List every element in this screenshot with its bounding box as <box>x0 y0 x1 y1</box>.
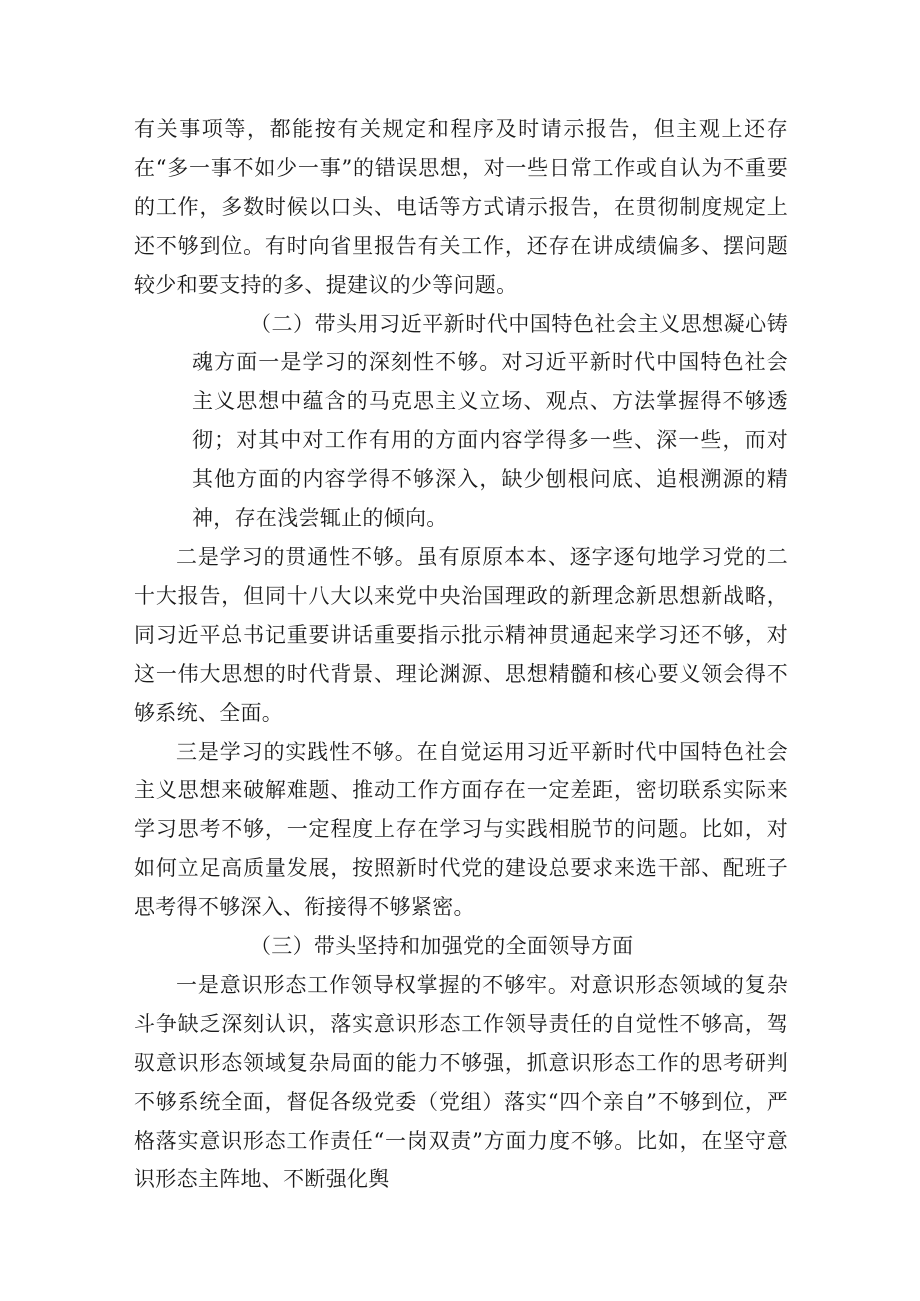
document-body <box>134 110 788 1199</box>
paragraph-point-one-ideology: 一是意识形态工作领导权掌握的不够牢。对意识形态领域的复杂斗争缺乏深刻认识，落实意识形态工作领导责任的自觉性不够高，驾驭意识形态领域复杂局面的能力不够强，抓意识形态工作的思考研判不够系统全面，督促各级党委（党组）落实“四个亲自”不够到位，严格落实意识形态工作责任“一岗双责”方面力度不够。比如，在坚守意识形态主阵地、不断强化舆 <box>134 972 788 1192</box>
paragraph-point-two: 二是学习的贯通性不够。虽有原原本本、逐字逐句地学习党的二十大报告，但同十八大以来党中央治国理政的新理念新思想新战略，同习近平总书记重要讲话重要指示批示精神贯通起来学习还不够，对这一伟大思想的时代背景、理论渊源、思想精髓和核心要义领会得不够系统、全面。 <box>134 544 788 725</box>
paragraph-section-two: （二）带头用习近平新时代中国特色社会主义思想凝心铸魂方面一是学习的深刻性不够。对习近平新时代中国特色社会主义思想中蕴含的马克思主义立场、观点、方法掌握得不够透彻；对其中对工作有用的方面内容学得多一些、深一些，而对其他方面的内容学得不够深入，缺少刨根问底、追根溯源的精神，存在浅尝辄止的倾向。 <box>192 311 788 531</box>
section-heading-three: （三）带头坚持和加强党的全面领导方面 <box>250 934 634 959</box>
paragraph-point-three: 三是学习的实践性不够。在自觉运用习近平新时代中国特色社会主义思想来破解难题、推动工作方面存在一定差距，密切联系实际来学习思考不够，一定程度上存在学习与实践相脱节的问题。比如，对如何立足高质量发展，按照新时代党的建设总要求来选干部、配班子思考得不够深入、衔接得不够紧密。 <box>134 739 788 920</box>
paragraph-continued: 有关事项等，都能按有关规定和程序及时请示报告，但主观上还存在“多一事不如少一事”的错误思想，对一些日常工作或自认为不重要的工作，多数时候以口头、电话等方式请示报告，在贯彻制度规定上还不够到位。有时向省里报告有关工作，还存在讲成绩偏多、摆问题较少和要支持的多、提建议的少等问题。 <box>134 117 788 297</box>
